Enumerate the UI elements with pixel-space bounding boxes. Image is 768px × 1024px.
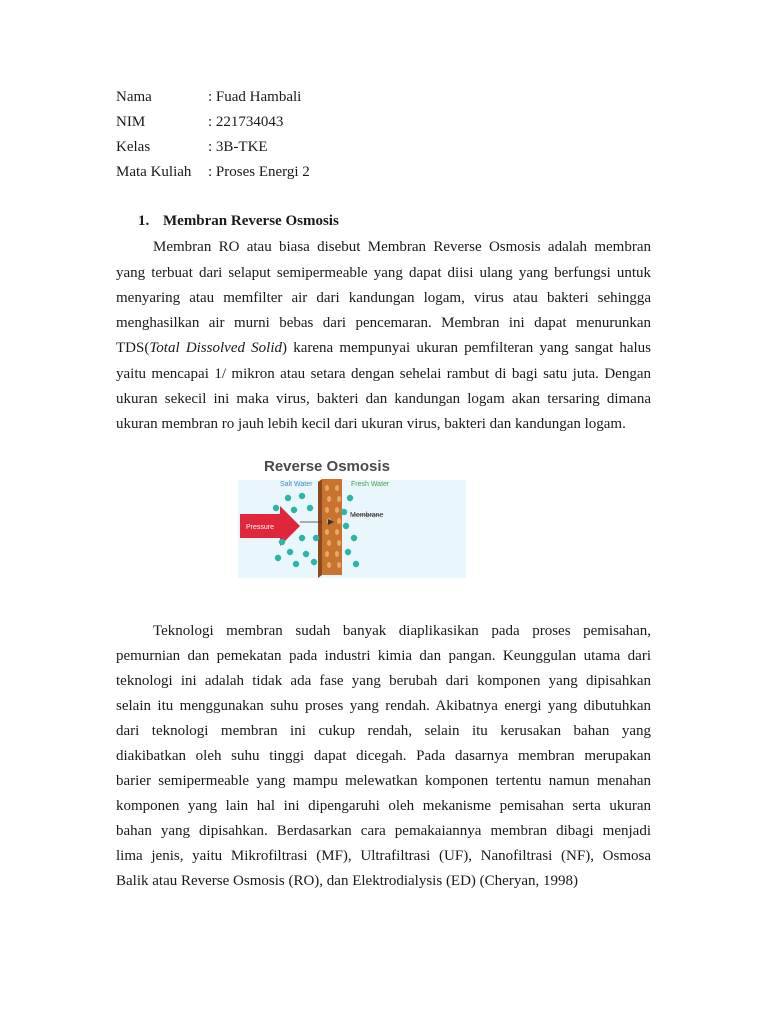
water-particle	[273, 505, 279, 511]
paragraph-line: dari teknologi membran ini cukup rendah, selain itu kerusakan bahan yang	[116, 723, 651, 739]
water-particle	[341, 509, 347, 515]
paragraph-line: Membran RO atau biasa disebut Membran Reverse Osmosis adalah membran	[153, 239, 651, 255]
water-particle	[343, 523, 349, 529]
info-row-mata-kuliah	[116, 163, 310, 181]
paragraph-line: pemurnian dan pemekatan pada industri kimia dan pangan. Keunggulan utama dari	[116, 648, 651, 664]
info-row-nim	[116, 113, 283, 131]
section-number: 1.	[138, 213, 150, 229]
paragraph-line: yaitu mencapai 1/ mikron atau setara dengan sehelai rambut di bagi satu juta. Dengan	[116, 366, 651, 382]
water-particle	[351, 535, 357, 541]
membrane-pore	[335, 507, 339, 513]
membrane-pore	[337, 518, 341, 524]
paragraph-line: lima jenis, yaitu Mikrofiltrasi (MF), Ultrafiltrasi (UF), Nanofiltrasi (NF), Osmosa	[116, 848, 651, 864]
paragraph-line: Balik atau Reverse Osmosis (RO), dan Elektrodialysis (ED) (Cheryan, 1998)	[116, 873, 578, 889]
section-heading	[138, 213, 339, 230]
water-particle	[313, 535, 319, 541]
paragraph-line: Teknologi membran sudah banyak diaplikasikan pada proses pemisahan,	[153, 623, 651, 639]
water-particle	[291, 507, 297, 513]
membrane-pore	[337, 540, 341, 546]
membrane-side	[318, 479, 322, 578]
info-label: Nama	[116, 89, 152, 105]
info-row-nama	[116, 88, 301, 106]
membrane-pore	[327, 540, 331, 546]
water-particle	[353, 561, 359, 567]
paragraph-line: diakibatkan oleh suhu tinggi dapat dicegah. Pada dasarnya membran merupakan	[116, 748, 651, 764]
membrane-pore	[335, 551, 339, 557]
salt-water-label: Salt Water	[280, 481, 313, 488]
water-particle	[299, 535, 305, 541]
info-label: Kelas	[116, 139, 151, 155]
tds-suffix: ) karena mempunyai ukuran pemfilteran yang sangat halus	[282, 340, 651, 356]
membrane-pore	[325, 507, 329, 513]
fresh-water-label: Fresh Water	[351, 481, 390, 488]
paragraph-line: menyaring atau memfilter air dari kandungan logam, virus atau bakteri sehingga	[116, 290, 651, 306]
tds-italic: Total Dissolved Solid	[149, 340, 283, 356]
info-value: : Proses Energi 2	[208, 164, 310, 180]
membrane-pore	[335, 529, 339, 535]
paragraph-line: ukuran sekecil ini maka virus, bakteri dan kandungan logam akan tersaring dimana	[116, 391, 651, 407]
membrane-pore	[337, 496, 341, 502]
water-particle	[311, 559, 317, 565]
paragraph-line: komponen yang lain hal ini dipengaruhi oleh mekanisme pemisahan serta ukuran	[116, 798, 651, 814]
paragraph-line-tds	[116, 339, 651, 357]
membrane-pore	[327, 562, 331, 568]
membrane	[322, 479, 342, 575]
info-value: : 3B-TKE	[208, 139, 268, 155]
water-particle	[347, 495, 353, 501]
info-value: : 221734043	[208, 114, 284, 130]
membrane-pore	[325, 529, 329, 535]
water-particle	[307, 505, 313, 511]
water-particle	[279, 539, 285, 545]
paragraph-line: bahan yang dipisahkan. Berdasarkan cara pemakaiannya membran dibagi menjadi	[116, 823, 651, 839]
membrane-label: Membrane	[350, 512, 384, 519]
membrane-pore	[335, 485, 339, 491]
paragraph-line: selain itu menggunakan suhu proses yang rendah. Akibatnya energi yang dibutuhkan	[116, 698, 651, 714]
membrane-pore	[327, 496, 331, 502]
water-particle	[293, 561, 299, 567]
info-label: Mata Kuliah	[116, 164, 192, 180]
tds-prefix: TDS(	[116, 340, 150, 356]
reverse-osmosis-diagram	[238, 452, 466, 578]
paragraph-line: menghasilkan air murni bebas dari pencemaran. Membran ini dapat menurunkan	[116, 315, 651, 331]
water-particle	[287, 549, 293, 555]
info-value: : Fuad Hambali	[208, 89, 302, 105]
water-particle	[303, 551, 309, 557]
paragraph-line: ukuran membran ro jauh lebih kecil dari ukuran virus, bakteri dan kandungan logam.	[116, 416, 626, 432]
paragraph-line: teknologi ini adalah tidak ada fase yang berubah dari komponen yang dipisahkan	[116, 673, 651, 689]
paragraph-line: barier semipermeable yang mampu melewatkan komponen tertentu namun menahan	[116, 773, 651, 789]
water-particle	[275, 555, 281, 561]
water-particle	[345, 549, 351, 555]
water-particle	[285, 495, 291, 501]
pressure-label: Pressure	[246, 524, 275, 531]
reverse-osmosis-figure	[238, 452, 466, 578]
paragraph-line: yang terbuat dari selaput semipermeable yang dapat diisi ulang yang berfungsi untuk	[116, 265, 651, 281]
info-row-kelas	[116, 138, 268, 156]
figure-title: Reverse Osmosis	[264, 458, 390, 475]
info-label: NIM	[116, 114, 146, 130]
membrane-pore	[325, 551, 329, 557]
water-particle	[299, 493, 305, 499]
membrane-pore	[325, 485, 329, 491]
membrane-pore	[337, 562, 341, 568]
section-title: Membran Reverse Osmosis	[163, 213, 339, 229]
